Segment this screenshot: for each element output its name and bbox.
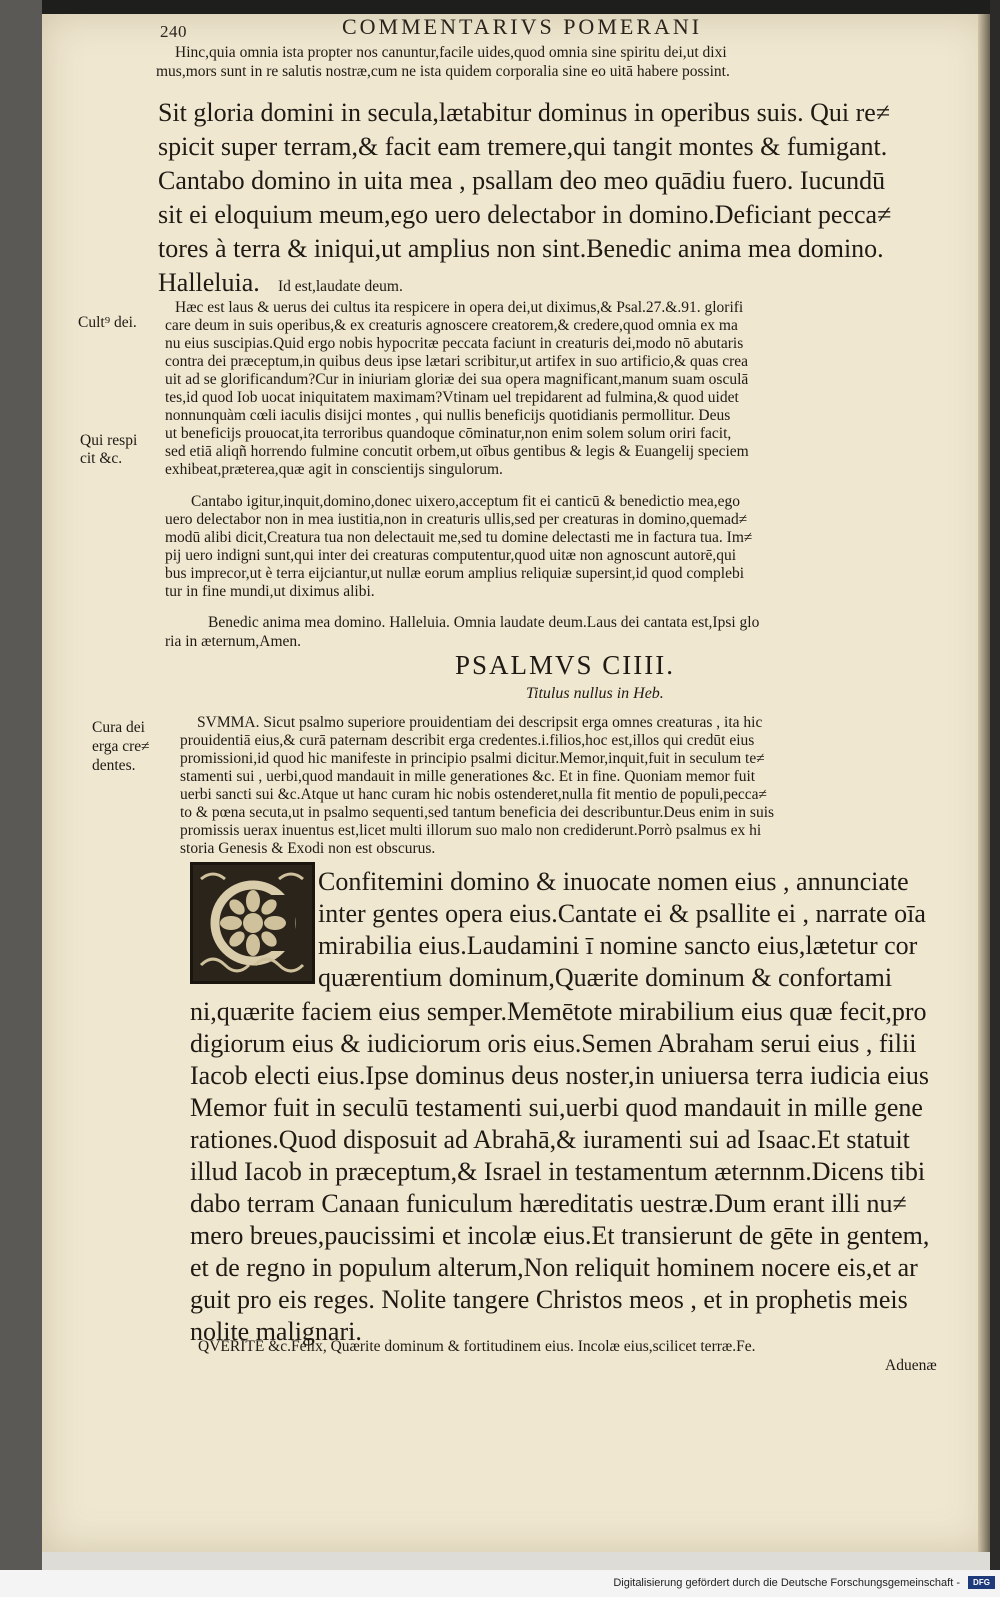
psalm-line: Memor fuit in seculū testamenti sui,uerbi quod mandauit in mille gene <box>190 1093 923 1122</box>
footer-credit: Digitalisierung gefördert durch die Deutsche Forschungsgemeinschaft - <box>613 1577 960 1589</box>
commentary-line: ria in æternum,Amen. <box>165 633 302 650</box>
margin-note: erga cre≠ <box>92 738 150 755</box>
dfg-logo: DFG <box>968 1576 995 1589</box>
summa-line: uerbi sancti sui &c.Atque ut hanc curam hic nobis ostenderet,nulla fit mentio de populi,pecca≠ <box>180 786 768 803</box>
summa-line: promissioni,id quod hic manifeste in principio psalmi dicitur.Memor,inquit,fuit in seculum te≠ <box>180 750 765 767</box>
psalm-line: digiorum eius & iudiciorum oris eius.Semen Abraham serui eius , filii <box>190 1029 917 1058</box>
commentary-line: QVERITE &c.Felix, Quærite dominum & fortitudinem eius. Incolæ eius,scilicet terræ.Fe. <box>198 1338 756 1355</box>
summa-line: SVMMA. Sicut psalmo superiore prouidentiam dei descripsit erga omnes creaturas , ita hic <box>197 714 763 731</box>
psalm-line: mero breues,paucissimi et incolæ eius.Et transierunt de gēte in gentem, <box>190 1221 930 1250</box>
commentary-line: Benedic anima mea domino. Halleluia. Omnia laudate deum.Laus dei cantata est,Ipsi glo <box>208 614 760 631</box>
summa-line: promissis uerax inuentus est,licet multi illorum suo malo non crediderunt.Porrò psalmus ex hi <box>180 822 762 839</box>
psalm-line: et de regno in populum alterum,Non reliquit hominem nocere eis,et ar <box>190 1253 918 1282</box>
commentary-line: Cantabo igitur,inquit,domino,donec uixero,acceptum fit ei canticū & benedictio mea,ego <box>191 493 741 510</box>
summa-line: prouidentiā eius,& curā paternam describit erga credentes.i.filios,hoc est,illos qui credūt eius <box>180 732 755 749</box>
psalm-line: inter gentes opera eius.Cantate ei & psallite ei , narrate oīa <box>318 899 926 928</box>
psalm-line: tores à terra & iniqui,ut amplius non sint.Benedic anima mea domino. <box>158 234 884 263</box>
commentary-line: Hæc est laus & uerus dei cultus ita respicere in opera dei,ut diximus,& Psal.27.&.91. glorifi <box>175 299 744 316</box>
margin-note: cit &c. <box>80 450 123 467</box>
decorated-initial-c <box>190 862 315 984</box>
psalm-heading: PSALMVS CIIII. <box>455 650 676 680</box>
halleluia-gloss: Id est,laudate deum. <box>278 278 403 295</box>
commentary-line: tur in fine mundi,ut diximus alibi. <box>165 583 375 600</box>
summa-line: stamenti sui , uerbi,quod mandauit in mille generationes &c. Et in fine. Quoniam memor fuit <box>180 768 756 785</box>
commentary-line: pij uero indigni sunt,qui inter dei creaturas computentur,quod uitæ non agnoscunt autorē,qui <box>165 547 737 564</box>
commentary-line: care deum in suis operibus,& ex creaturis agnoscere creatorem,& credere,quod omnia ex ma <box>165 317 738 334</box>
summa-line: storia Genesis & Exodi non est obscurus. <box>180 840 436 857</box>
psalm-line: spicit super terram,& facit eam tremere,qui tangit montes & fumigant. <box>158 132 888 161</box>
commentary-line: contra dei præceptum,in quibus deus ipse lætari scribitur,ut artifex in suo artificio,& quas crea <box>165 353 749 370</box>
psalm-line: mirabilia eius.Laudamini ī nomine sancto eius,lætetur cor <box>318 931 918 960</box>
psalm-line: nolite malignari. <box>190 1317 362 1346</box>
commentary-line: sed etiā aliqñ horrendo fulmine concutit orbem,ut oībus gentibus & legis & Euangelij speciem <box>165 443 749 460</box>
page-number: 240 <box>160 22 187 41</box>
margin-note: dentes. <box>92 757 136 774</box>
commentary-line: nu eius suscipias.Quid ergo nobis hypocritæ peccata faciunt in creaturis dei,modo nō abutaris <box>165 335 744 352</box>
psalm-line: illud Iacob in præceptum,& Israel in testamentum æternnm.Dicens tibi <box>190 1157 926 1186</box>
psalm-line: Cantabo domino in uita mea , psallam deo meo quādiu fuero. Iucundū <box>158 166 886 195</box>
psalm-line: dabo terram Canaan funiculum hæreditatis uestræ.Dum erant illi nu≠ <box>190 1189 907 1218</box>
viewer-left-border <box>0 0 42 1597</box>
psalm-line: Sit gloria domini in secula,lætabitur dominus in operibus suis. Qui re≠ <box>158 98 891 127</box>
running-head: COMMENTARIVS POMERANI <box>342 14 703 39</box>
margin-note: Cura dei <box>92 719 145 736</box>
commentary-line: modū alibi dicit,Creatura tua non delectauit me,sed tu domine delectasti me in factura tua. Im≠ <box>165 529 753 546</box>
text-line: mus,mors sunt in re salutis nostræ,cum ne ista quidem corporalia sine eo uitā habere possint. <box>156 63 730 80</box>
commentary-line: tes,id quod Iob uocat iniquitatem maximam?Vtinam uel trepidarent ad fulmina,& quod uidet <box>165 389 739 406</box>
commentary-line: uit ad se glorificandum?Cur in iniuriam gloriæ dei sua opera magnificant,manum suam osculā <box>165 371 749 388</box>
commentary-line: bus imprecor,ut è terra eijciantur,ut nullæ eorum amplius reliquiæ supersint,id quod complebi <box>165 565 745 582</box>
psalm-line: Iacob electi eius.Ipse dominus deus noster,in uniuersa terra iudicia eius <box>190 1061 930 1090</box>
commentary-line: nonnunquàm cœli iaculis disijci montes , qui nullis beneficijs quotidianis permollitur. Deus <box>165 407 731 424</box>
margin-note: Cult⁹ dei. <box>78 314 137 331</box>
margin-note: Qui respi <box>80 432 138 449</box>
psalm-subtitle: Titulus nullus in Heb. <box>526 685 664 702</box>
page-spine-shadow <box>978 14 990 1552</box>
psalm-line: guit pro eis reges. Nolite tangere Christos meos , et in prophetis meis <box>190 1285 908 1314</box>
psalm-line: rationes.Quod disposuit ad Abrahā,& iuramenti sui ad Isaac.Et statuit <box>190 1125 910 1154</box>
viewer-right-border <box>990 0 1000 1597</box>
floral-initial-icon <box>193 865 312 981</box>
commentary-line: exhibeat,præterea,quæ agit in conscientijs singulorum. <box>165 461 503 478</box>
book-page <box>42 14 990 1552</box>
commentary-line: ut beneficijs prouocat,ita terroribus quandoque cōminatur,non enim solem solum oriri facit, <box>165 425 732 442</box>
catchword: Aduenæ <box>885 1357 937 1374</box>
psalm-line: sit ei eloquium meum,ego uero delectabor in domino.Deficiant pecca≠ <box>158 200 892 229</box>
summa-line: to & pœna secuta,ut in psalmo sequenti,sed tantum beneficia dei describuntur.Deus enim in suis <box>180 804 775 821</box>
psalm-line: quærentium dominum,Quærite dominum & confortami <box>318 963 893 992</box>
text-line: Hinc,quia omnia ista propter nos canuntur,facile uides,quod omnia sine spiritu dei,ut dixi <box>175 44 727 61</box>
halleluia-big: Halleluia. <box>158 268 260 297</box>
psalm-line: Confitemini domino & inuocate nomen eius , annunciate <box>318 867 909 896</box>
psalm-line: ni,quærite faciem eius semper.Memētote mirabilium eius quæ fecit,pro <box>190 997 927 1026</box>
commentary-line: uero delectabor non in mea iustitia,non in creaturis ullis,sed per creaturas in domino,quemad≠ <box>165 511 748 528</box>
